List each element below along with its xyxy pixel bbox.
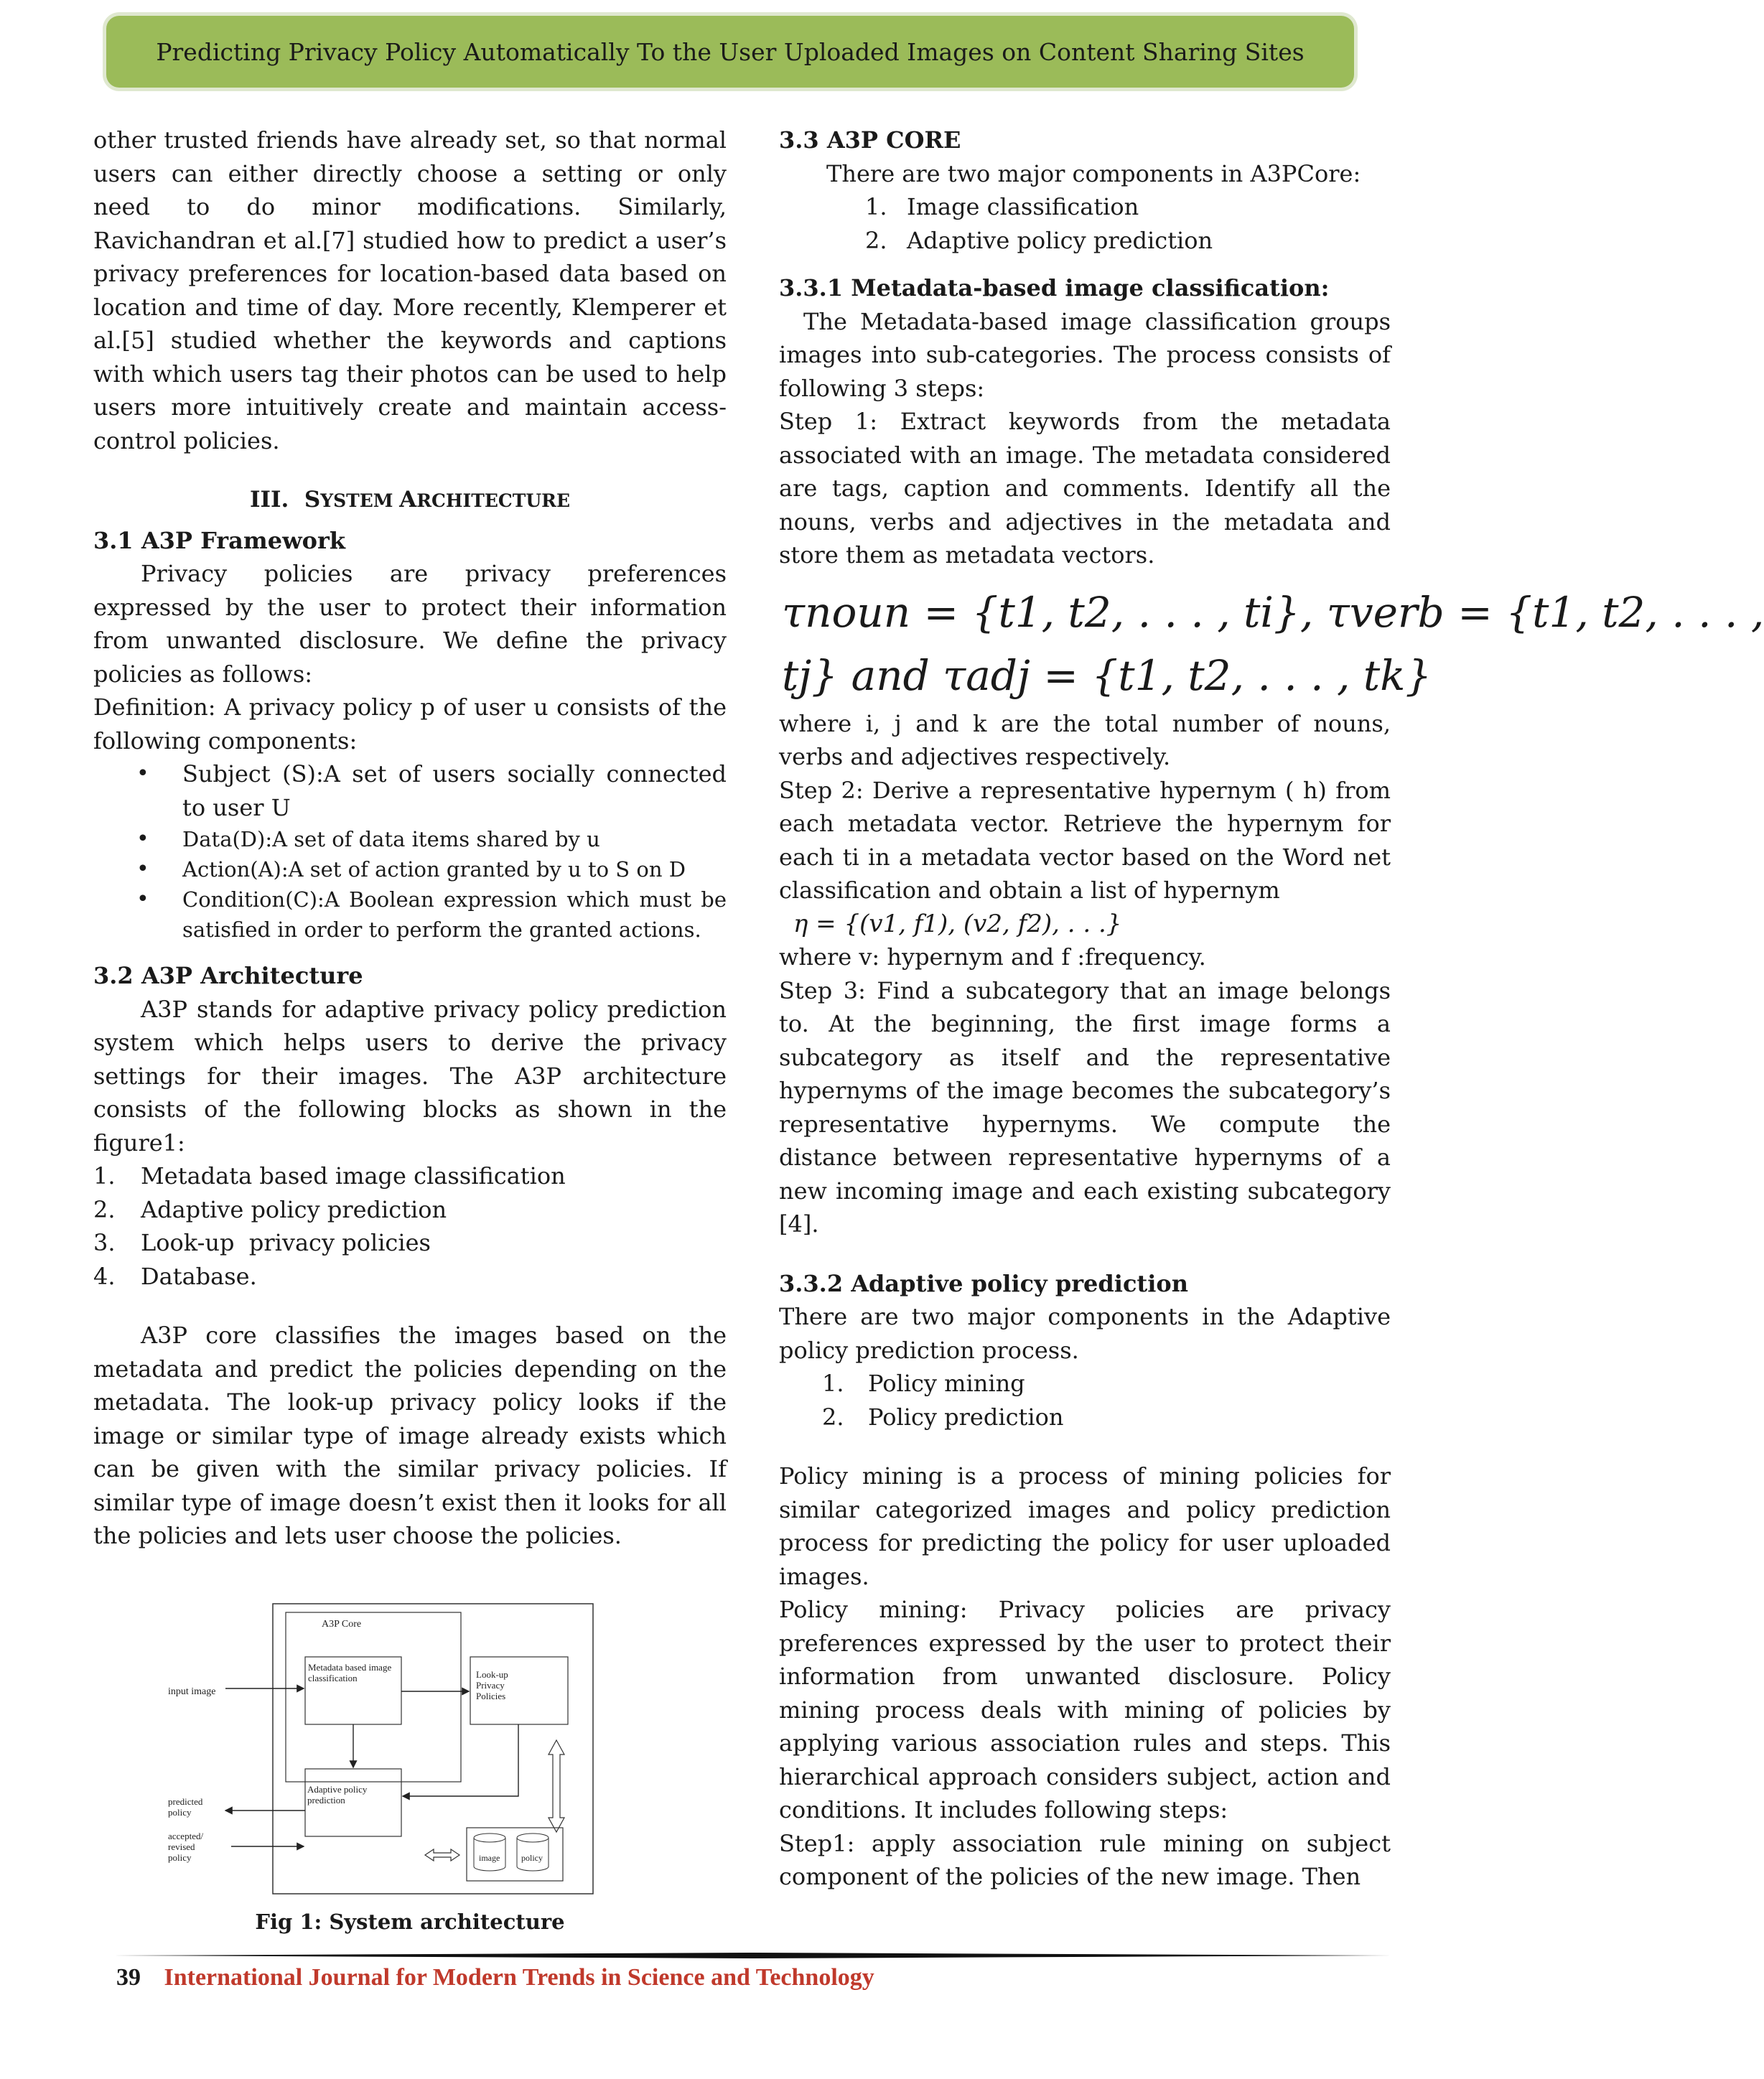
list-item: • Subject (S):A set of users socially connected to user U — [136, 757, 727, 824]
list-item: 2. Policy prediction — [822, 1403, 1064, 1431]
paragraph-definition: Definition: A privacy policy p of user u consists of the following components: — [93, 693, 727, 754]
figure-adaptive-box: Adaptive policy prediction — [307, 1784, 368, 1805]
figure-lookup-box: Look-up Privacy Policies — [476, 1669, 508, 1701]
list-item: 1. Policy mining — [822, 1370, 1025, 1397]
heading-3-3: 3.3 A3P CORE — [779, 126, 961, 154]
list-item: 1. Image classification — [865, 193, 1139, 220]
database-policy-icon — [517, 1833, 549, 1871]
paragraph-3-3-2: There are two major components in the Adaptive policy prediction process. — [779, 1303, 1391, 1364]
system-architecture-figure — [165, 1602, 596, 1897]
paragraph-a3p-core: A3P core classifies the images based on the metadata and predict the policies depending on the metadata. The look-up privacy policy looks if the image or similar type of image already exists which can be given with the similar privacy policies. If similar type of image doesn’t exist then it looks for all the policies and lets user choose the policies. — [93, 1322, 727, 1549]
paragraph-policy-mining-1: Policy mining is a process of mining policies for similar categorized images and policy prediction process for predicting the policy for user uploaded images. — [779, 1462, 1391, 1590]
list-item: • Data(D):A set of data items shared by u — [136, 824, 727, 854]
formula-metadata-vectors — [782, 581, 1764, 707]
figure-db-policy: policy — [521, 1853, 543, 1863]
list-item: 2. Adaptive policy prediction — [93, 1195, 447, 1223]
components-list — [136, 757, 727, 945]
journal-name: International Journal for Modern Trends in Science and Technology — [164, 1964, 874, 1991]
list-item: 4. Database. — [93, 1262, 257, 1290]
paragraph-step1-mining: Step1: apply association rule mining on subject component of the policies of the new image. Then — [779, 1829, 1391, 1890]
left-column — [93, 123, 727, 1553]
heading-3-1: 3.1 A3P Framework — [93, 526, 345, 554]
figure-input-label: input image — [168, 1686, 216, 1697]
figure-predicted-label: predicted policy — [168, 1796, 203, 1818]
blocks-list — [93, 1159, 727, 1293]
list-item: • Action(A):A set of action granted by u to S on D — [136, 854, 727, 884]
right-column — [779, 123, 1764, 1894]
figure-caption: Fig 1: System architecture — [255, 1910, 565, 1934]
formula-hypernym: η = {(v1, f1), (v2, f2), . . .} — [793, 909, 1122, 938]
heading-3-3-2: 3.3.2 Adaptive policy prediction — [779, 1269, 1188, 1297]
page-number: 39 — [116, 1964, 141, 1991]
footer — [116, 1964, 874, 1991]
paragraph-where2: where v: hypernym and f :frequency. — [779, 943, 1206, 971]
paragraph-step2: Step 2: Derive a representative hypernym ( h) from each metadata vector. Retrieve the hypernym for each ti in a metadata vector based on the Word net classification and obtain a list of hypernym — [779, 776, 1391, 904]
formula-line-2: tj} and τadj = {t1, t2, . . . , tk} — [782, 650, 1432, 700]
figure-meta-box: Metadata based image classification — [308, 1662, 392, 1683]
paragraph-step1: Step 1: Extract keywords from the metadata associated with an image. The metadata considered are tags, caption and comments. Identify all the nouns, verbs and adjectives in the metadata and store them as metadata vectors. — [779, 408, 1391, 569]
figure-db-image: image — [479, 1853, 500, 1863]
database-image-icon — [474, 1833, 505, 1871]
list-item: 1. Metadata based image classification — [93, 1162, 566, 1190]
intro-paragraph: other trusted friends have already set, so that normal users can either directly choose a setting or only need to do minor modifications. Similarly, Ravichandran et al.[7] studied how to predict a user’s privacy preferences for location-based data based on location and time of day. More recently, Klemperer et al.[5] studied whether the keywords and captions with which users tag their photos can be used to help users more intuitively create and maintain access-control policies. — [93, 126, 727, 454]
paragraph-3-2: A3P stands for adaptive privacy policy prediction system which helps users to derive the privacy settings for their images. The A3P architecture consists of the following blocks as shown in the figure1: — [93, 995, 727, 1157]
list-item: 3. Look-up privacy policies — [93, 1229, 431, 1256]
paragraph-policy-mining-2: Policy mining: Privacy policies are privacy preferences expressed by the user to protect their information from unwanted disclosure. Policy mining process deals with mining of policies by applying various association rules and steps. This hierarchical approach considers subject, action and conditions. It includes following steps: — [779, 1596, 1391, 1823]
heading-3-2: 3.2 A3P Architecture — [93, 962, 363, 989]
footer-rule — [113, 1953, 1391, 1958]
list-item: 2. Adaptive policy prediction — [865, 226, 1213, 254]
running-header-title: Predicting Privacy Policy Automatically To the User Uploaded Images on Content Sharing Sites — [156, 37, 1305, 66]
paragraph-3-3: There are two major components in A3PCore: — [826, 159, 1361, 187]
adaptive-components-list — [822, 1367, 1391, 1434]
figure-accepted-label: accepted/ revised policy — [168, 1831, 204, 1863]
paragraph-3-1: Privacy policies are privacy preferences expressed by the user to protect their information from unwanted disclosure. We define the privacy policies as follows: — [93, 560, 727, 688]
paragraph-where: where i, j and k are the total number of nouns, verbs and adjectives respectively. — [779, 709, 1391, 770]
core-components-list — [865, 190, 1391, 257]
figure-core-label: A3P Core — [322, 1619, 362, 1630]
section-heading: III. SYSTEM ARCHITECTURE — [249, 487, 571, 513]
paragraph-3-3-1: The Metadata-based image classification groups images into sub-categories. The process consists of following 3 steps: — [779, 307, 1391, 402]
list-item: • Condition(C):A Boolean expression which must be satisfied in order to perform the granted actions. — [136, 884, 727, 945]
formula-line-1: τnoun = {t1, t2, . . . , ti}, τverb = {t1, t2, . . . , — [782, 587, 1764, 637]
paragraph-step3: Step 3: Find a subcategory that an image belongs to. At the beginning, the first image forms a subcategory as itself and the representative hypernyms of the image becomes the subcategory’s representative hypernyms. We compute the distance between representative hypernyms of a new incoming image and each existing subcategory [4]. — [779, 976, 1391, 1238]
running-header — [106, 16, 1354, 88]
heading-3-3-1: 3.3.1 Metadata-based image classification: — [779, 274, 1330, 302]
